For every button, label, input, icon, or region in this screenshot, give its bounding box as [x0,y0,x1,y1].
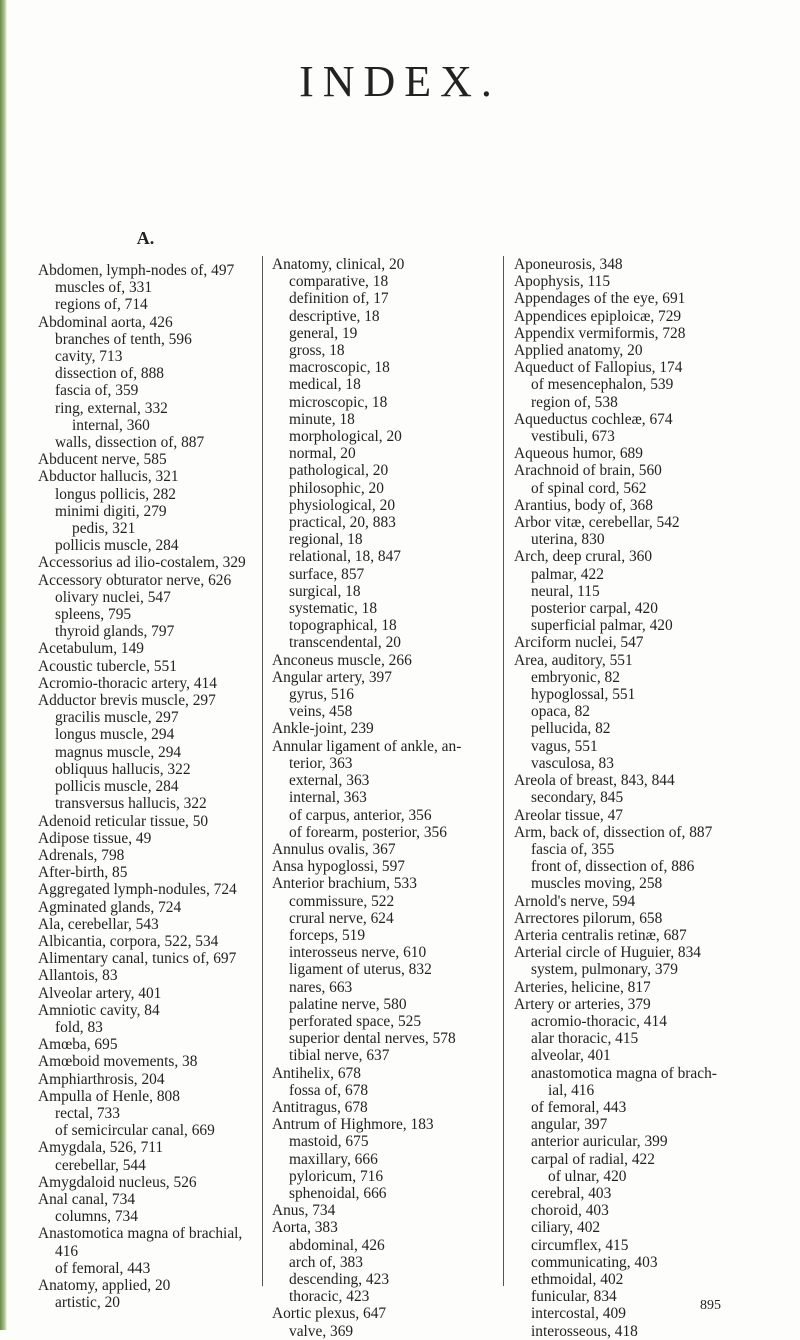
index-entry: alveolar, 401 [531,1047,611,1065]
index-entry: Areola of breast, 843, 844 [514,772,675,790]
index-entry: uterina, 830 [531,531,605,549]
index-entry: cerebellar, 544 [55,1156,146,1174]
index-entry: fascia of, 359 [55,382,139,400]
index-entry: Aggregated lymph-nodules, 724 [38,881,237,899]
index-entry: pollicis muscle, 284 [55,537,179,555]
index-entry: intercostal, 409 [531,1305,626,1323]
index-entry: fossa of, 678 [289,1081,369,1099]
index-entry: nares, 663 [289,978,353,996]
index-entry: Adipose tissue, 49 [38,829,152,847]
index-entry: spleens, 795 [55,606,132,624]
index-entry: Arciform nuclei, 547 [514,634,644,652]
index-entry: pellucida, 82 [531,720,611,738]
index-entry: anterior auricular, 399 [531,1133,668,1151]
index-entry: Angular artery, 397 [272,668,392,686]
index-entry: front of, dissection of, 886 [531,858,695,876]
index-entry: commissure, 522 [289,892,395,910]
index-entry: Adrenals, 798 [38,846,125,864]
index-entry: Anus, 734 [272,1202,336,1220]
index-entry: Amygdaloid nucleus, 526 [38,1173,197,1191]
index-entry: branches of tenth, 596 [55,330,192,348]
index-entry: artistic, 20 [55,1294,120,1312]
index-entry: descriptive, 18 [289,307,380,325]
index-entry: Anatomy, clinical, 20 [272,256,405,273]
index-entry: Annular ligament of ankle, an- [272,737,462,755]
index-entry: interosseous, 418 [531,1322,638,1340]
index-entry: macroscopic, 18 [289,359,390,377]
index-entry: Arm, back of, dissection of, 887 [514,823,713,841]
index-entry: thyroid glands, 797 [55,623,175,641]
index-entry: Anconeus muscle, 266 [272,651,412,669]
index-entry: Accessorius ad ilio-costalem, 329 [38,554,246,572]
index-entry: Acetabulum, 149 [38,640,144,658]
index-entry: transcendental, 20 [289,634,401,652]
index-entry: Anterior brachium, 533 [272,875,417,893]
index-entry: Arachnoid of brain, 560 [514,462,662,480]
index-entry: gyrus, 516 [289,686,354,704]
index-entry: philosophic, 20 [289,479,384,497]
section-letter: A. [136,228,155,248]
index-entry: pathological, 20 [289,462,389,480]
index-entry: Apophysis, 115 [514,273,611,291]
index-entry: angular, 397 [531,1116,608,1134]
index-entry: Arteries, helicine, 817 [514,978,651,996]
index-entry: Amœboid movements, 38 [38,1053,198,1071]
index-entry: interosseus nerve, 610 [289,944,427,962]
index-entry: Anastomotica magna of brachial, [38,1225,243,1243]
index-entry: descending, 423 [289,1270,390,1288]
index-entry: crural nerve, 624 [289,909,394,927]
index-entry: Artery or arteries, 379 [514,995,651,1013]
index-entry: terior, 363 [289,754,353,772]
index-entry: pyloricum, 716 [289,1167,384,1185]
index-entry: posterior carpal, 420 [531,600,658,618]
index-entry: Albicantia, corpora, 522, 534 [38,932,219,950]
index-entry: Anatomy, applied, 20 [38,1276,171,1294]
index-entry: 416 [55,1242,79,1260]
index-entry: Adenoid reticular tissue, 50 [38,812,209,830]
index-entry: muscles moving, 258 [531,875,663,893]
index-entry: Arbor vitæ, cerebellar, 542 [514,514,680,532]
index-entry: topographical, 18 [289,617,397,635]
index-entry: opaca, 82 [531,703,590,721]
index-entry: minimi digiti, 279 [55,502,167,520]
index-entry: Appendix vermiformis, 728 [514,324,686,342]
index-entry: of forearm, posterior, 356 [289,823,447,841]
index-entry: Ansa hypoglossi, 597 [272,858,405,876]
index-entry: Accessory obturator nerve, 626 [38,571,232,589]
index-entry: maxillary, 666 [289,1150,378,1168]
index-entry: mastoid, 675 [289,1133,369,1151]
index-entry: ligament of uterus, 832 [289,961,432,979]
index-entry: superficial palmar, 420 [531,617,673,635]
index-entry: region of, 538 [531,393,618,411]
index-entry: vagus, 551 [531,737,598,755]
index-entry: pollicis muscle, 284 [55,778,179,796]
index-entry: anastomotica magna of brach- [531,1064,717,1082]
index-entry: vasculosa, 83 [531,754,614,772]
index-entry: of carpus, anterior, 356 [289,806,432,824]
index-entry: Appendages of the eye, 691 [514,290,686,308]
index-entry: transversus hallucis, 322 [55,795,207,813]
index-entry: Acoustic tubercle, 551 [38,657,177,675]
index-entry: Amphiarthrosis, 204 [38,1070,165,1088]
index-entry: Areolar tissue, 47 [514,806,623,824]
index-entry: internal, 360 [72,416,150,434]
index-entry: walls, dissection of, 887 [55,434,205,452]
index-entry: secondary, 845 [531,789,624,807]
index-entry: Aponeurosis, 348 [514,256,623,273]
index-entry: Adductor brevis muscle, 297 [38,692,216,710]
index-entry: surgical, 18 [289,582,361,600]
index-entry: Aqueous humor, 689 [514,445,643,463]
index-entry: Annulus ovalis, 367 [272,840,396,858]
index-entry: Appendices epiploicæ, 729 [514,307,682,325]
index-entry: Applied anatomy, 20 [514,342,643,360]
index-entry: minute, 18 [289,410,355,428]
index-entry: systematic, 18 [289,600,378,618]
index-entry: columns, 734 [55,1208,138,1226]
index-entry: Amœba, 695 [38,1036,118,1054]
index-entry: choroid, 403 [531,1202,609,1220]
index-entry: magnus muscle, 294 [55,743,182,761]
index-entry: abdominal, 426 [289,1236,385,1254]
index-entry: valve, 369 [289,1322,354,1340]
index-entry: Antitragus, 678 [272,1098,368,1116]
index-entry: pedis, 321 [72,520,136,538]
index-entry: Arantius, body of, 368 [514,496,653,514]
index-entry: Area, auditory, 551 [514,651,633,669]
index-entry: cerebral, 403 [531,1184,612,1202]
index-entry: circumflex, 415 [531,1236,629,1254]
index-entry: thoracic, 423 [289,1288,370,1306]
index-entry: obliquus hallucis, 322 [55,760,191,778]
index-entry: After-birth, 85 [38,864,128,882]
index-entry: physiological, 20 [289,496,396,514]
index-entry: Abdomen, lymph-nodes of, 497 [38,262,235,279]
index-entry: of semicircular canal, 669 [55,1122,215,1140]
page-edge-shadow [0,0,7,1330]
page-number: 895 [700,1298,721,1313]
index-entry: Arnold's nerve, 594 [514,892,636,910]
index-entry: Aqueduct of Fallopius, 174 [514,359,683,377]
index-entry: superior dental nerves, 578 [289,1030,456,1048]
index-entry: communicating, 403 [531,1253,658,1271]
index-entry: regions of, 714 [55,296,148,314]
index-entry: Abducent nerve, 585 [38,451,167,469]
index-entry: Ampulla of Henle, 808 [38,1087,180,1105]
index-entry: Aorta, 383 [272,1219,338,1237]
index-entry: surface, 857 [289,565,365,583]
index-entry: palmar, 422 [531,565,604,583]
index-entry: hypoglossal, 551 [531,686,636,704]
index-entry: Alveolar artery, 401 [38,984,162,1002]
index-entry: arch of, 383 [289,1253,363,1271]
index-entry: of spinal cord, 562 [531,479,647,497]
index-entry: Acromio-thoracic artery, 414 [38,674,217,692]
index-entry: Ankle-joint, 239 [272,720,374,738]
index-entry: longus muscle, 294 [55,726,175,744]
index-entry: neural, 115 [531,582,600,600]
page-title: INDEX. [299,57,501,106]
index-entry: palatine nerve, 580 [289,995,407,1013]
index-column-1 [38,262,253,1312]
index-entry: Agminated glands, 724 [38,898,182,916]
index-entry: carpal of radial, 422 [531,1150,655,1168]
index-entry: Ala, cerebellar, 543 [38,915,159,933]
index-entry: of ulnar, 420 [548,1167,627,1185]
index-entry: alar thoracic, 415 [531,1030,639,1048]
index-entry: Anal canal, 734 [38,1190,136,1208]
index-entry: ciliary, 402 [531,1219,601,1237]
index-entry: muscles of, 331 [55,279,153,297]
index-entry: Antihelix, 678 [272,1064,361,1082]
index-entry: forceps, 519 [289,926,366,944]
index-entry: Amniotic cavity, 84 [38,1001,160,1019]
index-entry: regional, 18 [289,531,363,549]
index-entry: of mesencephalon, 539 [531,376,674,394]
index-entry: Arterial circle of Huguier, 834 [514,944,701,962]
index-entry: gross, 18 [289,342,345,360]
index-entry: sphenoidal, 666 [289,1184,387,1202]
index-entry: dissection of, 888 [55,365,165,383]
index-entry: acromio-thoracic, 414 [531,1012,667,1030]
index-entry: fold, 83 [55,1018,103,1036]
index-entry: rectal, 733 [55,1104,120,1122]
index-column-2 [262,256,502,1340]
index-entry: vestibuli, 673 [531,428,615,446]
index-entry: veins, 458 [289,703,353,721]
index-entry: normal, 20 [289,445,356,463]
index-entry: external, 363 [289,772,370,790]
index-entry: comparative, 18 [289,273,389,291]
index-entry: ial, 416 [548,1081,595,1099]
index-entry: Amygdala, 526, 711 [38,1139,164,1157]
index-entry: gracilis muscle, 297 [55,709,179,727]
index-entry: relational, 18, 847 [289,548,401,566]
index-entry: Aortic plexus, 647 [272,1305,387,1323]
index-entry: definition of, 17 [289,290,389,308]
index-entry: internal, 363 [289,789,367,807]
index-entry: practical, 20, 883 [289,514,396,532]
index-entry: Aqueductus cochleæ, 674 [514,410,673,428]
index-entry: Arteria centralis retinæ, 687 [514,926,687,944]
index-entry: Allantois, 83 [38,967,118,985]
index-entry: Abdominal aorta, 426 [38,313,173,331]
index-entry: olivary nuclei, 547 [55,588,171,606]
index-entry: ethmoidal, 402 [531,1270,624,1288]
index-entry: general, 19 [289,324,358,342]
index-entry: of femoral, 443 [55,1259,151,1277]
index-entry: embryonic, 82 [531,668,620,686]
index-entry: Arch, deep crural, 360 [514,548,653,566]
index-entry: longus pollicis, 282 [55,485,176,503]
index-entry: perforated space, 525 [289,1012,422,1030]
index-entry: Alimentary canal, tunics of, 697 [38,950,237,968]
index-entry: Arrectores pilorum, 658 [514,909,663,927]
index-entry: Abductor hallucis, 321 [38,468,179,486]
index-entry: ring, external, 332 [55,399,168,417]
index-entry: microscopic, 18 [289,393,388,411]
index-entry: Antrum of Highmore, 183 [272,1116,434,1134]
index-entry: tibial nerve, 637 [289,1047,390,1065]
index-entry: system, pulmonary, 379 [531,961,678,979]
index-entry: medical, 18 [289,376,361,394]
index-entry: funicular, 834 [531,1288,617,1306]
index-entry: cavity, 713 [55,348,123,366]
index-entry: of femoral, 443 [531,1098,627,1116]
index-entry: morphological, 20 [289,428,402,446]
index-entry: fascia of, 355 [531,840,615,858]
